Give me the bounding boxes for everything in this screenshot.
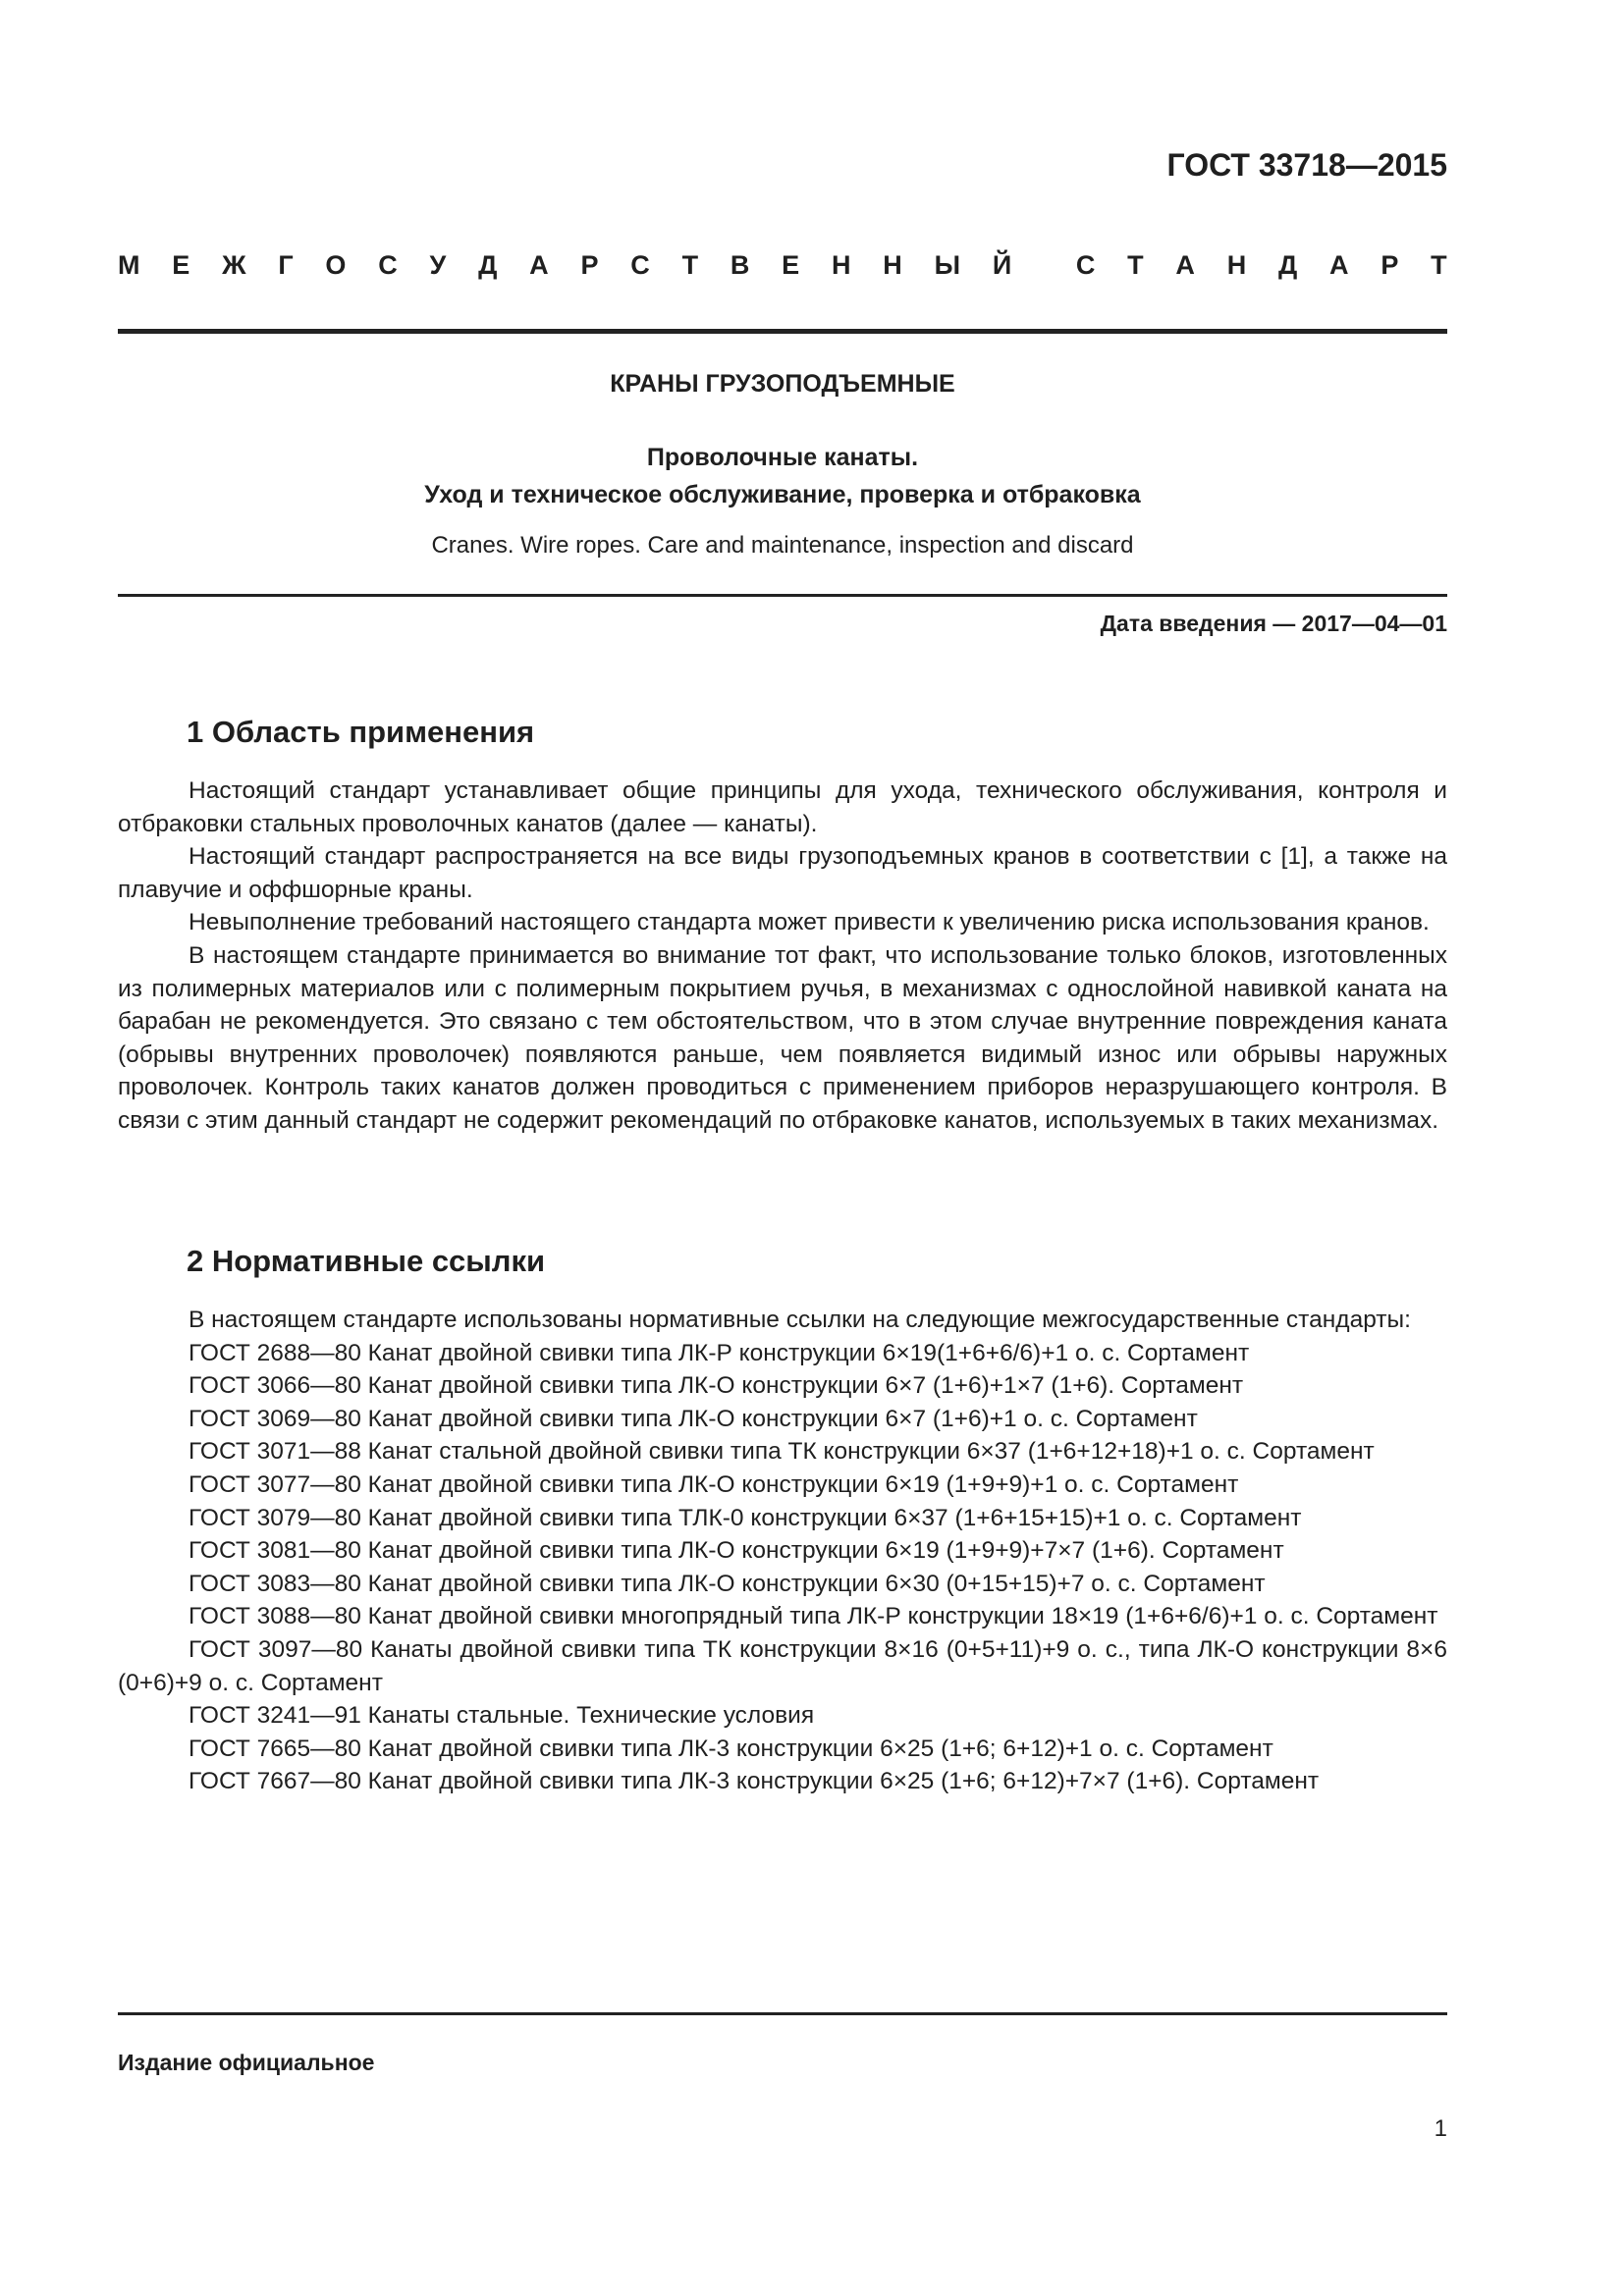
banner-letter: Р bbox=[1380, 250, 1399, 280]
paragraph: Настоящий стандарт устанавливает общие принципы для ухода, технического обслуживания, контроля и отбраковки стальных проволочных канатов (далее — канаты). bbox=[118, 777, 1447, 837]
reference-item: ГОСТ 3097—80 Канаты двойной свивки типа ТК конструкции 8×16 (0+5+11)+9 о. с., типа ЛК-О конструкции 8×6 (0+6)+9 о. с. Сортамент bbox=[118, 1635, 1447, 1696]
reference-item: ГОСТ 3069—80 Канат двойной свивки типа ЛК-О конструкции 6×7 (1+6)+1 о. с. Сортамент bbox=[189, 1405, 1198, 1432]
section-2-heading: 2 Нормативные ссылки bbox=[187, 1244, 546, 1278]
banner-letter: О bbox=[325, 250, 347, 280]
title-rule bbox=[118, 594, 1447, 597]
subtitle-line: Уход и техническое обслуживание, проверка и отбраковка bbox=[424, 481, 1141, 508]
subtitle-line: Проволочные канаты. bbox=[646, 444, 919, 471]
banner-letter: А bbox=[1175, 250, 1195, 280]
banner-letter: Н bbox=[1226, 250, 1247, 280]
banner-letter: У bbox=[429, 250, 447, 280]
section-1-heading: 1 Область применения bbox=[187, 715, 535, 749]
paragraph: Настоящий стандарт распространяется на все виды грузоподъемных кранов в соответствии с [1], а также на плавучие и оффшорные краны. bbox=[118, 843, 1447, 903]
interstate-standard-banner bbox=[118, 250, 1447, 281]
banner-letter: Г bbox=[278, 250, 294, 280]
banner-letter: Т bbox=[1127, 250, 1144, 280]
banner-letter: Т bbox=[1431, 250, 1447, 280]
banner-letter: А bbox=[529, 250, 549, 280]
paragraph: В настоящем стандарте использованы нормативные ссылки на следующие межгосударственные стандарты: bbox=[189, 1307, 1411, 1333]
document-subtitle bbox=[118, 439, 1447, 513]
banner-letter: Е bbox=[782, 250, 800, 280]
reference-item: ГОСТ 7667—80 Канат двойной свивки типа ЛК-3 конструкции 6×25 (1+6; 6+12)+7×7 (1+6). Сортамент bbox=[189, 1768, 1320, 1795]
section-1-body bbox=[118, 774, 1447, 1138]
reference-item: ГОСТ 7665—80 Канат двойной свивки типа ЛК-3 конструкции 6×25 (1+6; 6+12)+1 о. с. Сортамент bbox=[189, 1735, 1273, 1762]
footer-rule bbox=[118, 2012, 1447, 2015]
banner-letter: С bbox=[378, 250, 398, 280]
banner-letter: А bbox=[1329, 250, 1349, 280]
banner-letter: Р bbox=[580, 250, 599, 280]
banner-letter: В bbox=[730, 250, 750, 280]
reference-item: ГОСТ 3077—80 Канат двойной свивки типа ЛК-О конструкции 6×19 (1+9+9)+1 о. с. Сортамент bbox=[189, 1470, 1239, 1498]
standard-number: ГОСТ 33718—2015 bbox=[1166, 147, 1447, 183]
banner-letter: С bbox=[1075, 250, 1096, 280]
reference-item: ГОСТ 3079—80 Канат двойной свивки типа ТЛК-0 конструкции 6×37 (1+6+15+15)+1 о. с. Сортамент bbox=[189, 1504, 1302, 1531]
paragraph: Невыполнение требований настоящего стандарта может привести к увеличению риска использования кранов. bbox=[189, 909, 1430, 936]
reference-item: ГОСТ 3066—80 Канат двойной свивки типа ЛК-О конструкции 6×7 (1+6)+1×7 (1+6). Сортамент bbox=[189, 1372, 1244, 1400]
official-edition-label: Издание официальное bbox=[118, 2050, 375, 2075]
banner-letter: Ж bbox=[222, 250, 246, 280]
english-title: Cranes. Wire ropes. Care and maintenance, inspection and discard bbox=[431, 532, 1134, 559]
reference-item: ГОСТ 2688—80 Канат двойной свивки типа ЛК-Р конструкции 6×19(1+6+6/6)+1 о. с. Сортамент bbox=[189, 1339, 1250, 1366]
banner-letter: Н bbox=[883, 250, 902, 280]
page-number: 1 bbox=[1434, 2115, 1447, 2142]
section-2-body bbox=[118, 1304, 1447, 1798]
banner-letter: Й bbox=[992, 250, 1012, 280]
introduction-date: Дата введения — 2017—04—01 bbox=[1100, 611, 1447, 636]
banner-letter: Т bbox=[681, 250, 699, 280]
banner-letter: Н bbox=[831, 250, 851, 280]
reference-item: ГОСТ 3071—88 Канат стальной двойной свивки типа ТК конструкции 6×37 (1+6+12+18)+1 о. с. Сортамент bbox=[189, 1438, 1375, 1466]
reference-item: ГОСТ 3083—80 Канат двойной свивки типа ЛК-О конструкции 6×30 (0+15+15)+7 о. с. Сортамент bbox=[189, 1570, 1266, 1597]
paragraph: В настоящем стандарте принимается во внимание тот факт, что использование только блоков, изготовленных из полимерных материалов или с полимерным покрытием ручья, в механизмах с однослойной навивкой каната на барабан не рекомендуется. Это связано с тем обстоятельством, что в этом случае внутренние повреждения каната (обрывы внутренних проволочек) появляются раньше, чем появляется видимый износ или обрывы наружных проволочек. Контроль таких канатов должен проводиться с применением приборов неразрушающего контроля. В связи с этим данный стандарт не содержит рекомендаций по отбраковке канатов, используемых в таких механизмах. bbox=[118, 941, 1447, 1134]
banner-letter: М bbox=[118, 250, 140, 280]
reference-item: ГОСТ 3241—91 Канаты стальные. Технические условия bbox=[189, 1702, 815, 1730]
header-rule bbox=[118, 329, 1447, 334]
reference-item: ГОСТ 3088—80 Канат двойной свивки многопрядный типа ЛК-Р конструкции 18×19 (1+6+6/6)+1 о. с. Сортамент bbox=[189, 1603, 1438, 1630]
banner-letter: Д bbox=[478, 250, 498, 280]
reference-item: ГОСТ 3081—80 Канат двойной свивки типа ЛК-О конструкции 6×19 (1+9+9)+7×7 (1+6). Сортамент bbox=[189, 1537, 1284, 1565]
banner-letter: Ы bbox=[934, 250, 961, 280]
banner-letter: С bbox=[630, 250, 650, 280]
banner-letter: Д bbox=[1278, 250, 1298, 280]
document-title: КРАНЫ ГРУЗОПОДЪЕМНЫЕ bbox=[610, 370, 955, 398]
banner-letter: Е bbox=[172, 250, 190, 280]
